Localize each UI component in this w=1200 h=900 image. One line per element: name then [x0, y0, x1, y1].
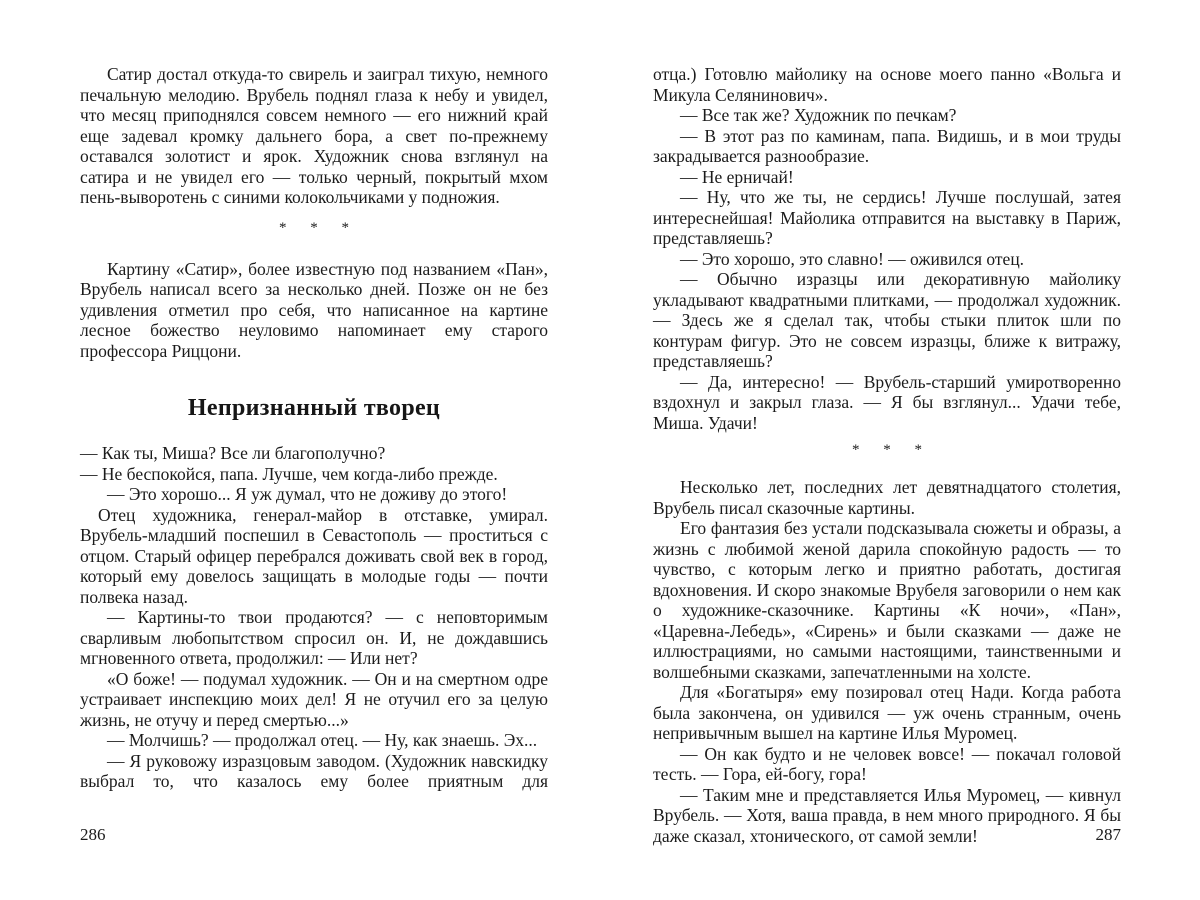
dialogue-line: — Это хорошо... Я уж думал, что не доживу до этого!	[107, 484, 508, 504]
paragraph: «О боже! — подумал художник. — Он и на смертном одре устраивает инспекцию моих дел! Я не отучил его за целую жизнь, не отучу и перед смертью...»	[80, 668, 548, 730]
book-page-right	[653, 64, 1121, 846]
dialogue-line: — Как ты, Миша? Все ли благополучно?	[80, 443, 386, 463]
section-separator: * * *	[852, 442, 932, 458]
paragraph: Отец художника, генерал-майор в отставке, умирал. Врубель-младший поспешил в Севастополь — проститься с отцом. Старый офицер перебрался доживать свой век в город, который ему довелось защищать в молодые годы — почти полвека назад.	[80, 504, 548, 607]
dialogue-line: — В этот раз по каминам, папа. Видишь, и в мои труды закрадывается разнообразие.	[653, 125, 1121, 166]
section-separator: * * *	[279, 219, 359, 236]
book-page-left	[80, 64, 548, 792]
dialogue-line: — Молчишь? — продолжал отец. — Ну, как знаешь. Эх...	[107, 730, 538, 750]
dialogue-line: — Все так же? Художник по печкам?	[680, 105, 957, 125]
dialogue-line: — Не беспокойся, папа. Лучше, чем когда-либо прежде.	[80, 463, 498, 484]
dialogue-line: — Он как будто и не человек вовсе! — покачал головой тесть. — Гора, ей-богу, гора!	[653, 743, 1121, 784]
dialogue-line: — Я руковожу изразцовым заводом. (Художник навскидку выбрал то, что казалось ему более приятным для	[80, 750, 548, 791]
chapter-heading: Непризнанный творец	[187, 395, 441, 421]
paragraph: Несколько лет, последних лет девятнадцатого столетия, Врубель писал сказочные картины.	[653, 477, 1121, 518]
dialogue-line: — Таким мне и представляется Илья Муромец, — кивнул Врубель. — Хотя, ваша правда, в нем много природного. Я бы даже сказал, хтонического, от самой земли!	[653, 784, 1121, 846]
dialogue-line: — Это хорошо, это славно! — оживился отец.	[680, 248, 1025, 269]
dialogue-line: — Картины-то твои продаются? — с неповторимым сварливым любопытством спросил он. И, не дождавшись мгновенного ответа, продолжил: — Или нет?	[80, 607, 548, 668]
paragraph-continuation: отца.) Готовлю майолику на основе моего панно «Вольга и Микула Селянинович».	[653, 64, 1121, 105]
paragraph: Картину «Сатир», более известную под названием «Пан», Врубель написал всего за несколько дней. Позже он не без удивления отметил про себя, что написанное на картине лесное божество неуловимо напоминает ему старого профессора Риццони.	[80, 258, 548, 361]
dialogue-line: — Обычно изразцы или декоративную майолику укладывают квадратными плитками, — продолжал художник. — Здесь же я сделал так, чтобы стыки плиток шли по контурам фигур. Это не совсем изразцы, ближе к витражу, представляешь?	[653, 269, 1121, 371]
paragraph: Сатир достал откуда-то свирель и заиграл тихую, немного печальную мелодию. Врубель поднял глаза к небу и увидел, что месяц приподнялся совсем немного — его нижний край еще задевал кромку дальнего бора, а свет по-прежнему оставался золотист и ярок. Художник снова взглянул на сатира и не увидел его — только черный, покрытый мхом пень-выворотень с синими колокольчиками у подножия.	[80, 64, 548, 207]
dialogue-line: — Ну, что же ты, не сердись! Лучше послушай, затея интереснейшая! Майолика отправится на выставку в Париж, представляешь?	[653, 187, 1121, 248]
dialogue-line: — Да, интересно! — Врубель-старший умиротворенно вздохнул и закрыл глаза. — Я бы взглянул... Удачи тебе, Миша. Удачи!	[653, 371, 1121, 433]
page-number-right: 287	[1095, 825, 1121, 844]
page-number-left: 286	[80, 825, 106, 844]
dialogue-line: — Не ерничай!	[680, 166, 794, 187]
paragraph: Для «Богатыря» ему позировал отец Нади. Когда работа была закончена, он удивился — уж очень странным, очень непривычным вышел на картине Илья Муромец.	[653, 682, 1121, 743]
paragraph: Его фантазия без устали подсказывала сюжеты и образы, а жизнь с любимой женой дарила спокойную радость — то чувство, с которым легко и приятно работать, достигая вдохновения. И скоро знакомые Врубеля заговорили о нем как о художнике-сказочнике. Картины «К ночи», «Пан», «Царевна-Лебедь», «Сирень» и были сказками — даже не иллюстрациями, но самыми настоящими, таинственными и волшебными сказками, запечатленными на холсте.	[653, 518, 1121, 682]
